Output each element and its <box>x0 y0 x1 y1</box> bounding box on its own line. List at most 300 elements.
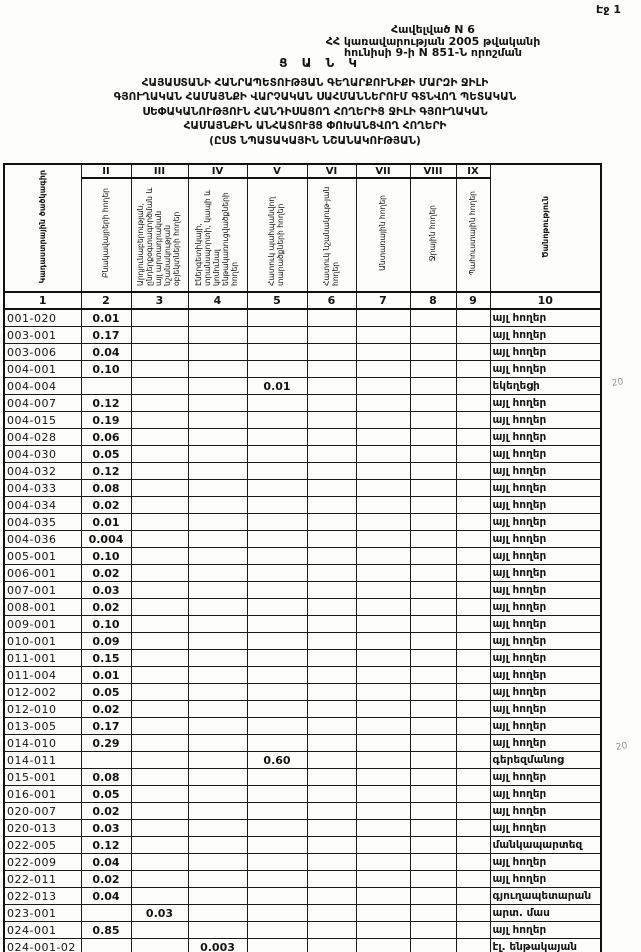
cell-cadastral-code: 004-034 <box>4 497 81 514</box>
cell-cadastral-code: 022-009 <box>4 854 81 871</box>
cell-area-value <box>307 514 356 531</box>
table-row <box>4 854 601 871</box>
cell-area-value <box>356 463 410 480</box>
cell-area-value: 0.12 <box>81 463 131 480</box>
table-row <box>4 939 601 952</box>
cell-area-value <box>131 871 188 888</box>
cell-area-value <box>131 531 188 548</box>
cell-area-value <box>188 922 247 939</box>
cell-area-value <box>410 309 456 327</box>
cell-area-value <box>131 633 188 650</box>
cell-area-value <box>247 531 307 548</box>
appendix-header <box>253 24 613 59</box>
roman-numeral-iii: III <box>131 164 188 178</box>
table-row <box>4 684 601 701</box>
cell-area-value <box>131 752 188 769</box>
cell-note: այլ հողեր <box>490 667 601 684</box>
table-row <box>4 480 601 497</box>
cell-area-value <box>188 344 247 361</box>
column-number-2: 2 <box>81 292 131 309</box>
column-number-6: 6 <box>307 292 356 309</box>
cell-area-value <box>356 871 410 888</box>
cell-area-value <box>188 633 247 650</box>
cell-area-value <box>356 667 410 684</box>
cell-area-value <box>247 633 307 650</box>
table-row <box>4 701 601 718</box>
cell-note: այլ հողեր <box>490 463 601 480</box>
cell-area-value <box>356 752 410 769</box>
cell-area-value <box>307 718 356 735</box>
cell-area-value <box>356 803 410 820</box>
table-row <box>4 361 601 378</box>
cell-area-value <box>307 480 356 497</box>
cell-area-value <box>131 786 188 803</box>
cell-cadastral-code: 004-035 <box>4 514 81 531</box>
cell-note: այլ հողեր <box>490 361 601 378</box>
cell-area-value <box>131 718 188 735</box>
cell-area-value <box>356 854 410 871</box>
cell-area-value <box>456 922 490 939</box>
cell-area-value <box>131 684 188 701</box>
cell-area-value <box>247 922 307 939</box>
cell-area-value <box>356 633 410 650</box>
cell-area-value <box>307 633 356 650</box>
table-row <box>4 565 601 582</box>
cell-area-value: 0.04 <box>81 344 131 361</box>
roman-numeral-v: V <box>247 164 307 178</box>
cell-area-value <box>307 446 356 463</box>
title-line-2: ԳՅՈՒՂԱԿԱՆ ՀԱՄԱՅՆՔԻ ՎԱՐՉԱԿԱՆ ՍԱՀՄԱՆՆԵՐՈՒՄ ԳՏՆՎՈՂ ՊԵՏԱԿԱՆ <box>113 91 517 104</box>
cell-area-value <box>247 582 307 599</box>
cell-area-value <box>456 752 490 769</box>
cell-area-value <box>456 718 490 735</box>
cell-area-value <box>356 531 410 548</box>
cell-area-value <box>131 769 188 786</box>
cell-area-value <box>131 667 188 684</box>
cell-area-value <box>410 786 456 803</box>
cell-area-value <box>456 446 490 463</box>
roman-numeral-row <box>4 164 601 178</box>
cell-area-value: 0.17 <box>81 327 131 344</box>
cell-area-value <box>188 463 247 480</box>
cell-note: այլ հողեր <box>490 854 601 871</box>
table-row <box>4 803 601 820</box>
cell-area-value: 0.29 <box>81 735 131 752</box>
cell-area-value <box>456 480 490 497</box>
cell-note: այլ հողեր <box>490 327 601 344</box>
cell-note: այլ հողեր <box>490 514 601 531</box>
cell-cadastral-code: 022-005 <box>4 837 81 854</box>
cell-area-value <box>307 378 356 395</box>
cell-area-value <box>356 327 410 344</box>
cell-area-value <box>456 429 490 446</box>
cell-area-value: 0.02 <box>81 701 131 718</box>
cell-area-value <box>131 497 188 514</box>
column-number-10: 10 <box>490 292 601 309</box>
cell-area-value <box>356 888 410 905</box>
cell-area-value <box>456 582 490 599</box>
cell-area-value <box>410 429 456 446</box>
cell-area-value <box>410 752 456 769</box>
cell-area-value <box>307 803 356 820</box>
appendix-line-2: ՀՀ կառավարության 2005 թվականի <box>325 34 541 48</box>
cell-area-value <box>247 480 307 497</box>
roman-numeral-iv: IV <box>188 164 247 178</box>
roman-numeral-vii: VII <box>356 164 410 178</box>
cell-cadastral-code: 012-010 <box>4 701 81 718</box>
cell-area-value <box>307 327 356 344</box>
cell-note: մանկապարտեզ <box>490 837 601 854</box>
cell-note: այլ հողեր <box>490 684 601 701</box>
cell-cadastral-code: 016-001 <box>4 786 81 803</box>
cell-note: այլ հողեր <box>490 650 601 667</box>
table-row <box>4 309 601 327</box>
cell-area-value <box>410 922 456 939</box>
cell-area-value <box>188 429 247 446</box>
cell-area-value <box>307 582 356 599</box>
cell-area-value: 0.17 <box>81 718 131 735</box>
cell-area-value <box>307 684 356 701</box>
table-row <box>4 344 601 361</box>
cell-note: այլ հողեր <box>490 735 601 752</box>
cell-area-value: 0.60 <box>247 752 307 769</box>
cell-area-value <box>247 769 307 786</box>
cell-area-value <box>81 939 131 952</box>
cell-area-value <box>188 888 247 905</box>
cell-area-value <box>307 871 356 888</box>
cell-area-value <box>356 429 410 446</box>
cell-area-value <box>131 309 188 327</box>
cell-area-value <box>410 837 456 854</box>
cell-area-value: 0.01 <box>81 667 131 684</box>
cell-area-value <box>247 701 307 718</box>
cell-area-value: 0.12 <box>81 395 131 412</box>
cell-area-value <box>356 412 410 429</box>
col-header-note <box>490 164 601 292</box>
cell-area-value <box>307 395 356 412</box>
cell-area-value <box>188 309 247 327</box>
cell-area-value <box>410 854 456 871</box>
cell-area-value <box>410 667 456 684</box>
cell-area-value <box>247 786 307 803</box>
cell-cadastral-code: 024-001 <box>4 922 81 939</box>
cell-area-value <box>410 599 456 616</box>
cell-note: այլ հողեր <box>490 565 601 582</box>
cell-note: այլ հողեր <box>490 718 601 735</box>
cell-area-value <box>247 514 307 531</box>
column-number-5: 5 <box>247 292 307 309</box>
cell-area-value <box>410 871 456 888</box>
appendix-line-3: հունիսի 9-ի N 851-Ն որոշման <box>344 46 522 60</box>
cell-area-value <box>410 701 456 718</box>
cell-area-value <box>188 752 247 769</box>
cell-area-value <box>410 650 456 667</box>
cell-cadastral-code: 010-001 <box>4 633 81 650</box>
cell-area-value <box>131 888 188 905</box>
col-header-special-purpose-lands: Հատուկ նշանակութ-յան հողեր <box>307 178 356 292</box>
cell-note: այլ հողեր <box>490 803 601 820</box>
cell-area-value <box>188 412 247 429</box>
table-row <box>4 922 601 939</box>
cell-area-value <box>247 905 307 922</box>
cell-area-value <box>131 565 188 582</box>
cell-area-value <box>188 684 247 701</box>
cell-area-value <box>188 565 247 582</box>
cell-area-value <box>356 378 410 395</box>
cell-area-value <box>356 582 410 599</box>
cell-area-value <box>188 905 247 922</box>
cell-area-value <box>410 327 456 344</box>
cell-area-value <box>307 531 356 548</box>
cell-note: այլ հողեր <box>490 446 601 463</box>
cell-area-value <box>188 480 247 497</box>
cell-area-value <box>81 905 131 922</box>
table-row <box>4 378 601 395</box>
table-row <box>4 327 601 344</box>
cell-area-value <box>247 395 307 412</box>
col-header-cadastral-code <box>4 164 81 292</box>
cell-area-value: 0.12 <box>81 837 131 854</box>
table-row <box>4 582 601 599</box>
cell-area-value <box>247 497 307 514</box>
cell-cadastral-code: 022-011 <box>4 871 81 888</box>
cell-area-value <box>456 650 490 667</box>
cell-area-value <box>247 412 307 429</box>
cell-cadastral-code: 011-004 <box>4 667 81 684</box>
cell-note: այլ հողեր <box>490 633 601 650</box>
table-row <box>4 905 601 922</box>
table-row <box>4 633 601 650</box>
cell-area-value <box>307 548 356 565</box>
table-row <box>4 667 601 684</box>
cell-note: այլ հողեր <box>490 701 601 718</box>
handwritten-margin-mark: 20 <box>615 741 629 753</box>
cell-area-value <box>456 803 490 820</box>
cell-area-value <box>410 480 456 497</box>
cell-area-value <box>131 701 188 718</box>
cell-area-value <box>307 309 356 327</box>
cell-area-value <box>410 395 456 412</box>
cell-cadastral-code: 004-032 <box>4 463 81 480</box>
cell-note: այլ հողեր <box>490 497 601 514</box>
cell-area-value: 0.01 <box>247 378 307 395</box>
cell-cadastral-code: 004-015 <box>4 412 81 429</box>
cell-area-value <box>247 361 307 378</box>
cell-cadastral-code: 003-001 <box>4 327 81 344</box>
cell-cadastral-code: 004-030 <box>4 446 81 463</box>
cell-area-value <box>356 497 410 514</box>
table-row <box>4 514 601 531</box>
table-row <box>4 463 601 480</box>
table-row <box>4 752 601 769</box>
cell-area-value <box>307 854 356 871</box>
cell-area-value <box>131 327 188 344</box>
cell-note: այլ հողեր <box>490 480 601 497</box>
cell-area-value <box>456 837 490 854</box>
cell-area-value <box>410 735 456 752</box>
cell-note: այլ հողեր <box>490 531 601 548</box>
cell-cadastral-code: 007-001 <box>4 582 81 599</box>
cell-area-value <box>456 905 490 922</box>
cell-area-value <box>356 837 410 854</box>
col-header-settlement-lands: Բնակավայրերի հողեր <box>81 178 131 292</box>
cell-area-value <box>356 309 410 327</box>
cell-cadastral-code: 015-001 <box>4 769 81 786</box>
cell-area-value <box>307 786 356 803</box>
cell-area-value <box>307 361 356 378</box>
cell-area-value: 0.05 <box>81 786 131 803</box>
cell-note: այլ հողեր <box>490 769 601 786</box>
cell-area-value: 0.004 <box>81 531 131 548</box>
cell-area-value <box>456 854 490 871</box>
cell-area-value <box>307 565 356 582</box>
table-row <box>4 837 601 854</box>
cell-area-value <box>188 735 247 752</box>
column-number-3: 3 <box>131 292 188 309</box>
cell-area-value <box>131 361 188 378</box>
cell-area-value <box>188 820 247 837</box>
cell-area-value <box>188 531 247 548</box>
cell-area-value <box>307 888 356 905</box>
cell-cadastral-code: 014-011 <box>4 752 81 769</box>
cell-area-value <box>356 650 410 667</box>
cell-area-value <box>410 803 456 820</box>
cell-area-value <box>410 497 456 514</box>
cell-area-value <box>356 446 410 463</box>
cell-area-value <box>307 769 356 786</box>
title-line-1: ՀԱՅԱՍՏԱՆԻ ՀԱՆՐԱՊԵՏՈՒԹՅԱՆ ԳԵՂԱՐՔՈՒՆԻՔԻ ՄԱՐԶԻ ՋԻԼԻ <box>141 77 489 89</box>
cell-area-value <box>356 922 410 939</box>
title-line-5: (ԸՍՏ ՆՊԱՏԱԿԱՅԻՆ ՆՇԱՆԱԿՈՒԹՅԱՆ) <box>209 134 421 147</box>
cell-area-value <box>456 378 490 395</box>
cell-area-value <box>410 633 456 650</box>
cell-area-value <box>247 429 307 446</box>
appendix-line-1: Հավելված N 6 <box>391 23 475 36</box>
cell-area-value <box>410 531 456 548</box>
cell-area-value <box>456 531 490 548</box>
column-number-9: 9 <box>456 292 490 309</box>
cell-area-value <box>456 735 490 752</box>
cell-area-value <box>410 684 456 701</box>
cell-area-value <box>188 361 247 378</box>
cell-area-value <box>356 718 410 735</box>
cell-area-value <box>188 497 247 514</box>
cell-area-value <box>131 854 188 871</box>
cell-area-value <box>410 378 456 395</box>
cell-area-value <box>456 871 490 888</box>
cell-area-value <box>188 378 247 395</box>
cell-area-value: 0.08 <box>81 769 131 786</box>
cell-area-value <box>131 378 188 395</box>
cell-area-value: 0.02 <box>81 599 131 616</box>
cell-area-value <box>247 548 307 565</box>
cell-area-value <box>410 344 456 361</box>
cell-area-value <box>188 599 247 616</box>
cell-note: այլ հողեր <box>490 344 601 361</box>
cell-note: գյուղապետարան <box>490 888 601 905</box>
cell-area-value <box>307 939 356 952</box>
cell-area-value <box>356 548 410 565</box>
cell-area-value <box>307 412 356 429</box>
cell-cadastral-code: 011-001 <box>4 650 81 667</box>
cell-area-value <box>247 667 307 684</box>
cell-area-value <box>307 922 356 939</box>
cadastral-code-label: Կադաստրային ծածկագիր <box>38 169 48 284</box>
cell-note: այլ հողեր <box>490 582 601 599</box>
cell-note: այլ հողեր <box>490 922 601 939</box>
cell-area-value: 0.01 <box>81 514 131 531</box>
cell-area-value <box>188 327 247 344</box>
cell-area-value <box>410 939 456 952</box>
col-header-forest-lands: Անտառային հողեր <box>356 178 410 292</box>
cell-area-value <box>247 565 307 582</box>
table-row <box>4 412 601 429</box>
cell-area-value <box>356 361 410 378</box>
cell-area-value <box>410 565 456 582</box>
cell-area-value <box>131 820 188 837</box>
cell-area-value <box>188 667 247 684</box>
cell-area-value <box>356 905 410 922</box>
cell-area-value <box>456 684 490 701</box>
cell-area-value <box>247 803 307 820</box>
table-row <box>4 820 601 837</box>
cell-area-value <box>456 888 490 905</box>
cell-note: եկեղեցի <box>490 378 601 395</box>
roman-numeral-ix: IX <box>456 164 490 178</box>
cell-area-value <box>410 718 456 735</box>
cell-cadastral-code: 005-001 <box>4 548 81 565</box>
cell-area-value <box>131 922 188 939</box>
land-parcels-table <box>3 163 602 952</box>
document-title <box>30 76 600 148</box>
col-header-industrial-lands: Արդյունաբերության, ընդերքօգտագործման և այլ արտադրական նշանակության օբյեկտների հողեր <box>131 178 188 292</box>
cell-area-value <box>131 582 188 599</box>
cell-area-value: 0.06 <box>81 429 131 446</box>
cell-area-value <box>456 463 490 480</box>
table-row <box>4 446 601 463</box>
cell-area-value <box>307 837 356 854</box>
cell-area-value <box>247 684 307 701</box>
cell-area-value <box>307 344 356 361</box>
table-row <box>4 650 601 667</box>
cell-area-value <box>307 429 356 446</box>
cell-area-value <box>247 344 307 361</box>
cell-area-value <box>188 718 247 735</box>
cell-area-value: 0.19 <box>81 412 131 429</box>
cell-area-value <box>188 769 247 786</box>
cell-area-value <box>247 735 307 752</box>
cell-cadastral-code: 014-010 <box>4 735 81 752</box>
cell-area-value: 0.02 <box>81 497 131 514</box>
col-header-water-lands: Ջրային հողեր <box>410 178 456 292</box>
cell-area-value <box>247 446 307 463</box>
cell-area-value <box>410 769 456 786</box>
cell-area-value <box>247 820 307 837</box>
cell-area-value <box>247 888 307 905</box>
cell-cadastral-code: 004-001 <box>4 361 81 378</box>
cell-area-value <box>188 548 247 565</box>
cell-note: այլ հողեր <box>490 616 601 633</box>
cell-area-value: 0.04 <box>81 854 131 871</box>
cell-area-value <box>410 463 456 480</box>
cell-area-value <box>356 701 410 718</box>
cell-area-value <box>188 837 247 854</box>
document-heading: Ց Ա Ն Կ <box>279 56 362 70</box>
cell-cadastral-code: 009-001 <box>4 616 81 633</box>
column-number-4: 4 <box>188 292 247 309</box>
cell-area-value <box>456 599 490 616</box>
cell-area-value <box>456 820 490 837</box>
